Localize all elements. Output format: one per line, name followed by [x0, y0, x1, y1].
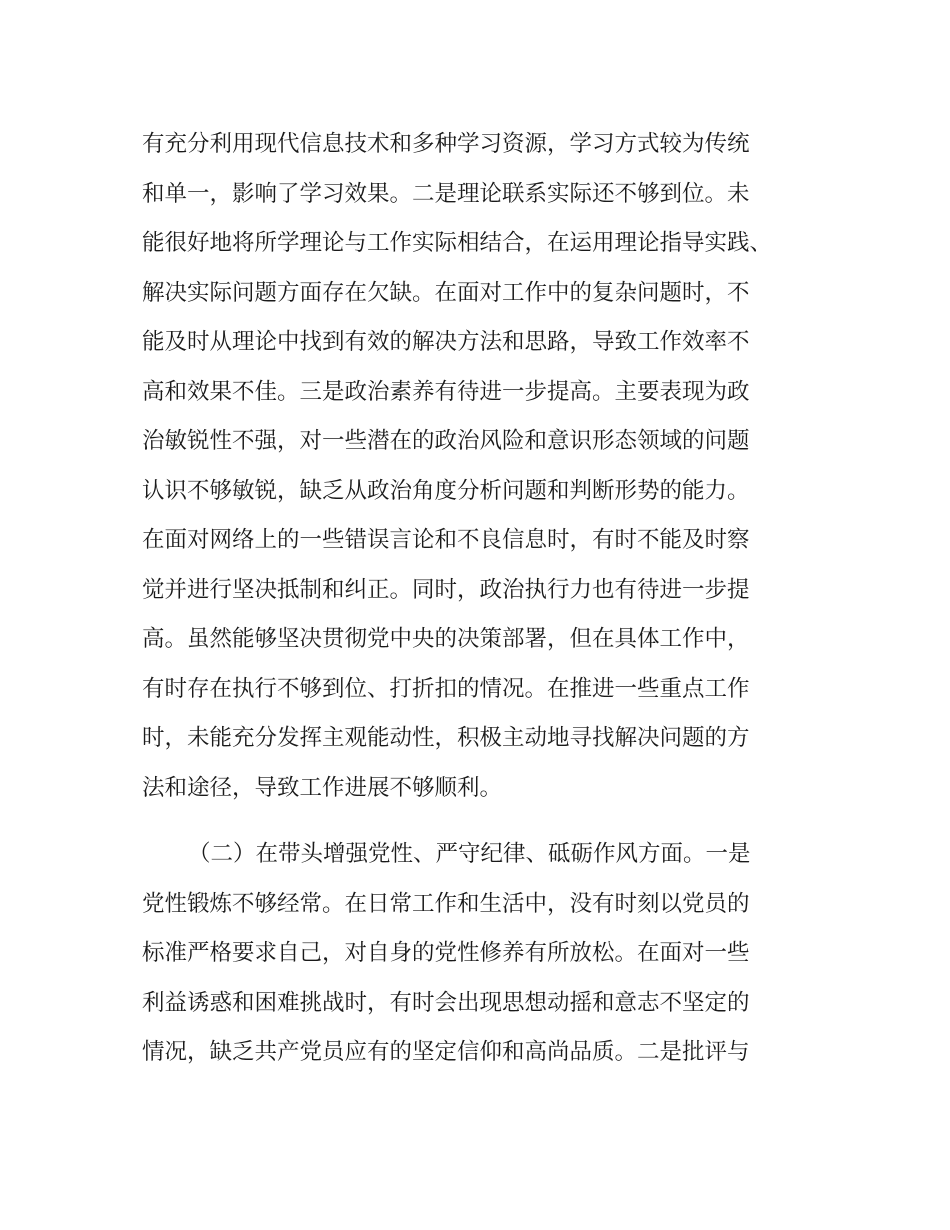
text-line: （二）在带头增强党性、严守纪律、砥砺作风方面。一是	[188, 841, 751, 867]
text-line: 治敏锐性不强，对一些潜在的政治风险和意识形态领域的问题	[142, 428, 750, 454]
paragraph-1	[142, 120, 832, 813]
text-line: 高。虽然能够坚决贯彻党中央的决策部署，但在具体工作中，	[142, 626, 750, 652]
text-line: 能很好地将所学理论与工作实际相结合，在运用理论指导实践、	[142, 230, 773, 256]
text-line: 和单一，影响了学习效果。二是理论联系实际还不够到位。未	[142, 180, 750, 207]
paragraph-2	[142, 830, 832, 1078]
text-line: 法和途径，导致工作进展不够顺利。	[142, 774, 503, 801]
text-line: 认识不够敏锐，缺乏从政治角度分析问题和判断形势的能力。	[142, 477, 750, 504]
text-line: 高和效果不佳。三是政治素养有待进一步提高。主要表现为政	[142, 378, 750, 405]
document-body	[142, 120, 832, 1078]
text-line: 能及时从理论中找到有效的解决方法和思路，导致工作效率不	[142, 329, 750, 355]
text-line: 解决实际问题方面存在欠缺。在面对工作中的复杂问题时，不	[142, 279, 750, 306]
text-line: 有时存在执行不够到位、打折扣的情况。在推进一些重点工作	[142, 675, 750, 702]
text-line: 有充分利用现代信息技术和多种学习资源，学习方式较为传统	[142, 131, 750, 157]
text-line: 情况，缺乏共产党员应有的坚定信仰和高尚品质。二是批评与	[142, 1039, 750, 1065]
text-line: 利益诱惑和困难挑战时，有时会出现思想动摇和意志不坚定的	[142, 989, 750, 1016]
text-line: 标准严格要求自己，对自身的党性修养有所放松。在面对一些	[142, 940, 750, 966]
text-line: 觉并进行坚决抵制和纠正。同时，政治执行力也有待进一步提	[142, 576, 750, 603]
text-line: 在面对网络上的一些错误言论和不良信息时，有时不能及时察	[142, 527, 750, 553]
text-line: 时，未能充分发挥主观能动性，积极主动地寻找解决问题的方	[142, 725, 750, 751]
text-line: 党性锻炼不够经常。在日常工作和生活中，没有时刻以党员的	[142, 890, 750, 917]
paragraph-gap	[142, 813, 832, 830]
